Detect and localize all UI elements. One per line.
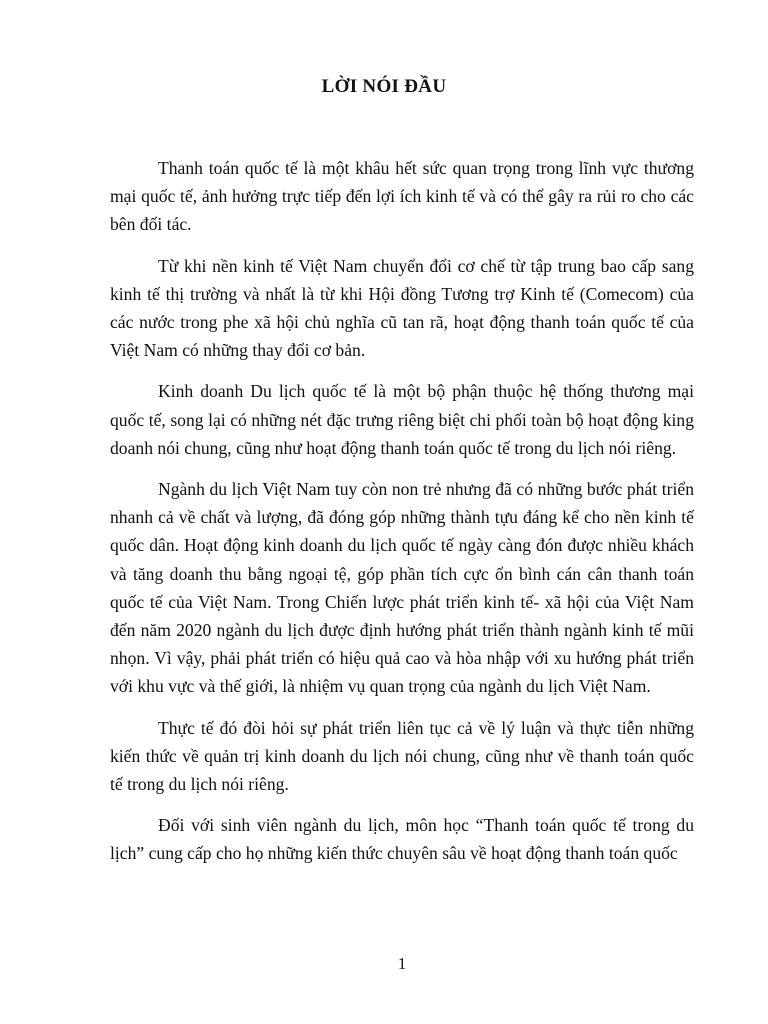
page-number: 1 [397,954,407,973]
document-title: LỜI NÓI ĐẦU [321,76,447,97]
paragraph-1: Thanh toán quốc tế là một khâu hết sức quan trọng trong lĩnh vực thương mại quốc tế, ảnh hưởng trực tiếp đến lợi ích kinh tế và có thể gây ra rủi ro cho các bên đối tác. [110,158,694,235]
paragraph-3: Kinh doanh Du lịch quốc tế là một bộ phận thuộc hệ thống thương mại quốc tế, song lại có những nét đặc trưng riêng biệt chi phối toàn bộ hoạt động king doanh nói chung, cũng như hoạt động thanh toán quốc tế trong du lịch nói riêng. [110,381,694,458]
paragraph-6: Đối với sinh viên ngành du lịch, môn học “Thanh toán quốc tế trong du lịch” cung cấp cho họ những kiến thức chuyên sâu về hoạt động thanh toán quốc [110,815,694,864]
paragraph-4: Ngành du lịch Việt Nam tuy còn non trẻ nhưng đã có những bước phát triển nhanh cả về chất và lượng, đã đóng góp những thành tựu đáng kể cho nền kinh tế quốc dân. Hoạt động kinh doanh du lịch quốc tế ngày càng đón được nhiều khách và tăng doanh thu bằng ngoại tệ, góp phần tích cực ổn bình cán cân thanh toán quốc tế của Việt Nam. Trong Chiến lược phát triển kinh tế- xã hội của Việt Nam đến năm 2020 ngành du lịch được định hướng phát triển thành ngành kinh tế mũi nhọn. Vì vậy, phải phát triển có hiệu quả cao và hòa nhập với xu hướng phát triển với khu vực và thế giới, là nhiệm vụ quan trọng của ngành du lịch Việt Nam. [110,479,694,697]
document-body [110,154,694,881]
paragraph-2: Từ khi nền kinh tế Việt Nam chuyển đổi cơ chế từ tập trung bao cấp sang kinh tế thị trường và nhất là từ khi Hội đồng Tương trợ Kinh tế (Comecom) của các nước trong phe xã hội chủ nghĩa cũ tan rã, hoạt động thanh toán quốc tế của Việt Nam có những thay đổi cơ bản. [110,255,694,361]
paragraph-5: Thực tế đó đòi hỏi sự phát triển liên tục cả về lý luận và thực tiễn những kiến thức về quản trị kinh doanh du lịch nói chung, cũng như về thanh toán quốc tế trong du lịch nói riêng. [110,717,694,795]
